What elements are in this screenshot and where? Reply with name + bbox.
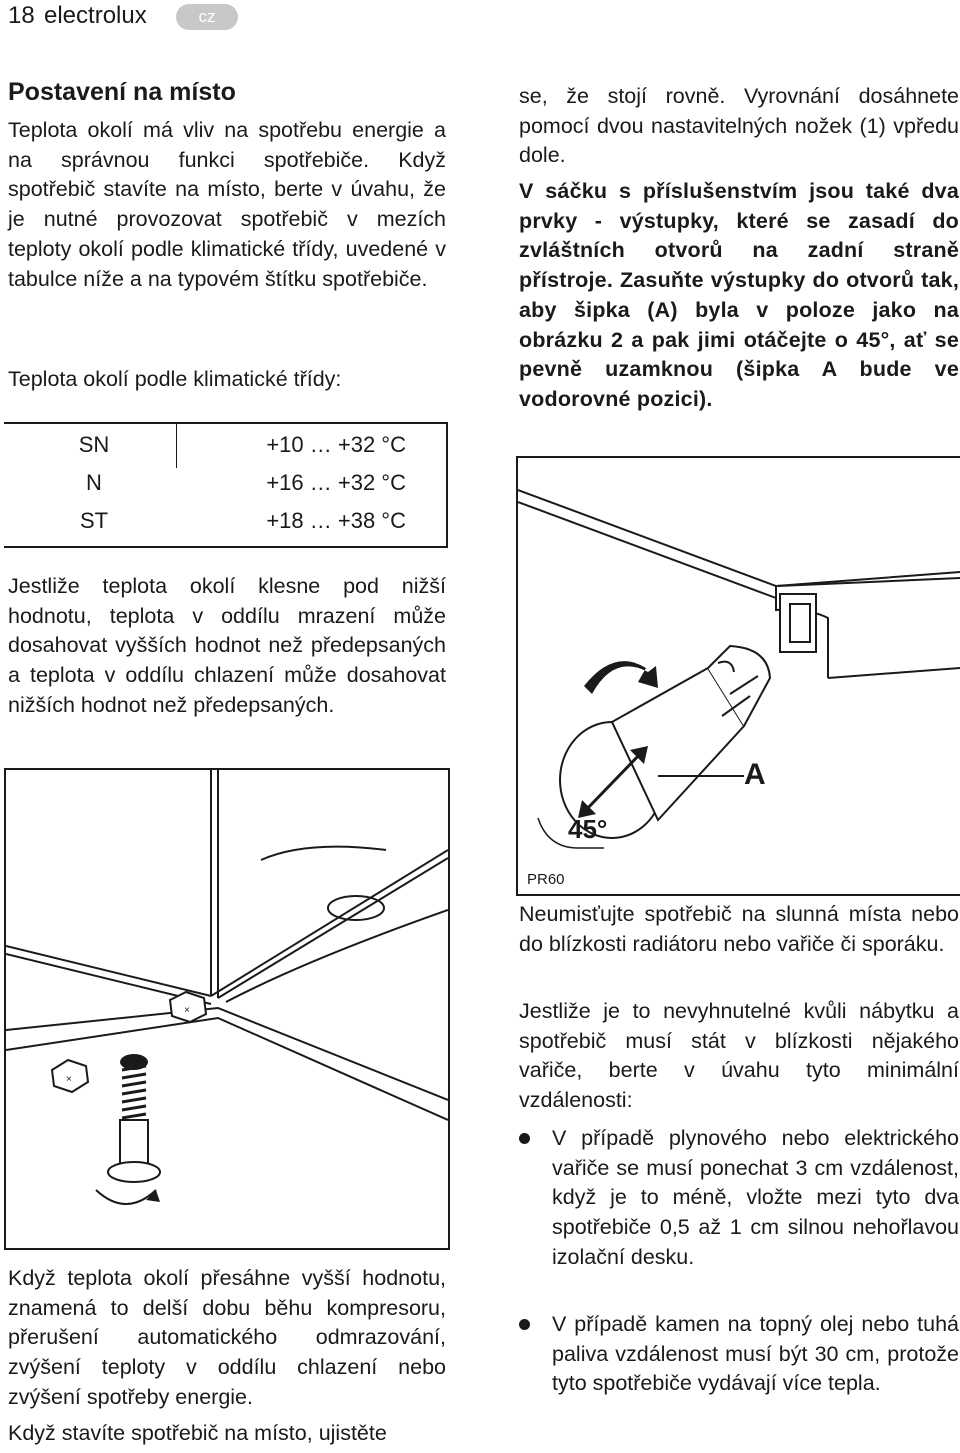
bullet-text: V případě plynového nebo elektrického vařiče se musí ponechat 3 cm vzdálenost, když je to méně, vložte mezi tyto dva spotřebiče 0,5 až 1 cm silnou nehořlavou izolační desku. xyxy=(552,1126,959,1269)
section-title: Postavení na místo xyxy=(8,78,236,106)
brand-name: electrolux xyxy=(44,2,147,29)
climate-class-cell: SN xyxy=(78,432,110,457)
low-temperature-paragraph: Jestliže teplota okolí klesne pod nižší hodnotu, teplota v oddílu mrazení může dosahovat vyšších hodnot než předepsaných a teplota v oddílu chlazení může dosahovat nižších hodnot než předepsaných. xyxy=(8,574,446,717)
table-row xyxy=(4,470,446,508)
svg-text:×: × xyxy=(184,1005,190,1016)
arrow-a-label: A xyxy=(744,758,766,791)
table-caption: Teplota okolí podle klimatické třídy: xyxy=(8,367,342,391)
language-badge: cz xyxy=(176,4,238,30)
page-number: 18 xyxy=(8,2,35,29)
svg-text:×: × xyxy=(66,1074,72,1085)
adjustable-foot-illustration xyxy=(6,770,448,1248)
bullet-icon xyxy=(519,1319,530,1330)
bullet-text: V případě kamen na topný olej nebo tuhá paliva vzdálenost musí být 30 cm, protože tyto spotřebiče vydávají více tepla. xyxy=(552,1312,959,1396)
temperature-range-cell: +18 … +38 °C xyxy=(266,508,406,533)
climate-class-table xyxy=(4,422,448,548)
figure-rear-spacer xyxy=(516,456,960,896)
angle-label: 45° xyxy=(568,814,608,844)
temperature-range-cell: +10 … +32 °C xyxy=(266,432,406,457)
furniture-paragraph: Jestliže je to nevyhnutelné kvůli nábytku a spotřebič musí stát v blízkosti nějakého vařiče, berte v úvahu tyto minimální vzdálenosti: xyxy=(519,999,959,1113)
high-temperature-paragraph: Když teplota okolí přesáhne vyšší hodnotu, znamená to delší dobu běhu kompresoru, přerušení automatického odmrazování, zvýšení teploty v oddílu chlazení nebo zvýšení spotřeby energie. xyxy=(8,1266,446,1409)
sun-warning-paragraph: Neumisťujte spotřebič na slunná místa nebo do blízkosti radiátoru nebo vařiče či sporáku. xyxy=(519,902,959,956)
intro-paragraph: Teplota okolí má vliv na spotřebu energie a na správnou funkci spotřebiče. Když spotřebič stavíte na místo, berte v úvahu, že je nutné provozovat spotřebič v mezích teploty okolí podle klimatické třídy, uvedené v tabulce níže a na typovém štítku spotřebiče. xyxy=(8,118,446,291)
figure-code: PR60 xyxy=(527,871,565,888)
figure-adjustable-foot xyxy=(4,768,450,1250)
table-row xyxy=(4,508,446,546)
climate-class-cell: N xyxy=(86,470,102,495)
spacer-instructions-paragraph: V sáčku s příslušenstvím jsou také dva prvky - výstupky, které se zasadí do zvláštních otvorů na zadní straně přístroje. Zasuňte výstupky do otvorů tak, aby šipka (A) byla v poloze jako na obrázku 2 a pak jimi otáčejte o 45°, ať se pevně uzamknou (šipka A bude ve vodorovné pozici). xyxy=(519,179,959,411)
level-paragraph-start: Když stavíte spotřebič na místo, ujistěte xyxy=(8,1421,387,1445)
bullet-icon xyxy=(519,1133,530,1144)
level-paragraph-end: se, že stojí rovně. Vyrovnání dosáhnete pomocí dvou nastavitelných nožek (1) vpředu dole. xyxy=(519,84,959,168)
climate-class-cell: ST xyxy=(79,508,109,533)
table-row xyxy=(4,432,446,470)
temperature-range-cell: +16 … +32 °C xyxy=(266,470,406,495)
